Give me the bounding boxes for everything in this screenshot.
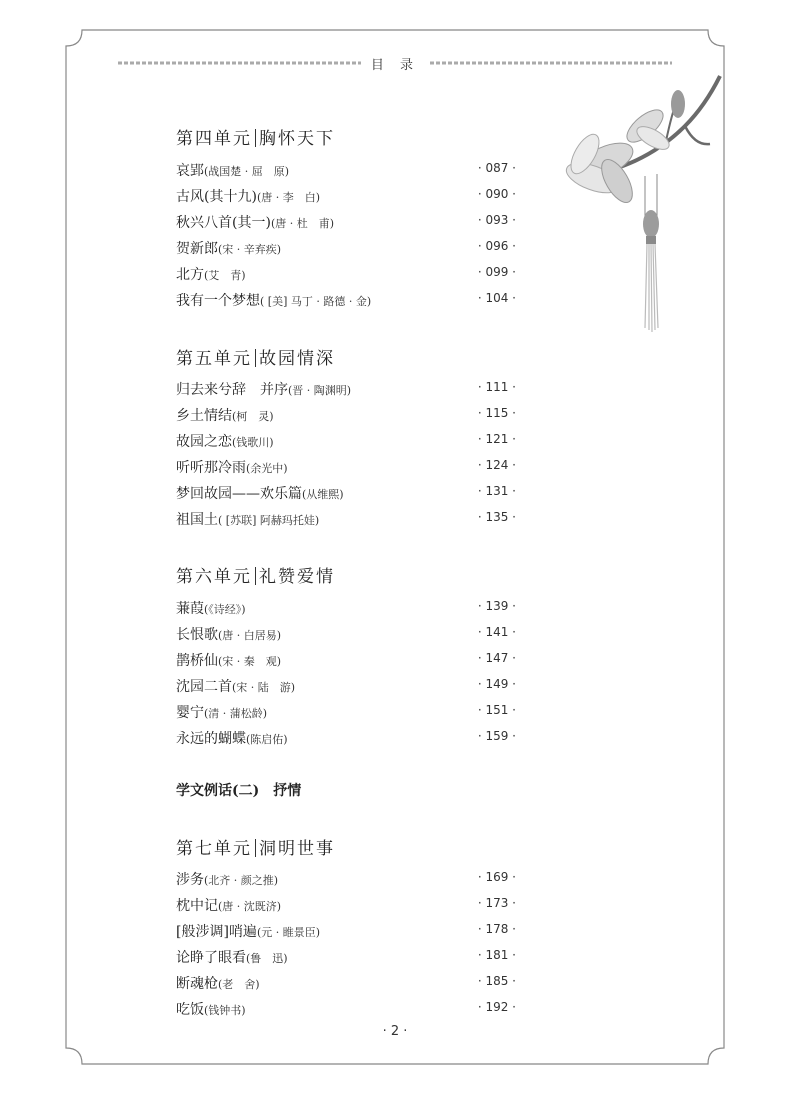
- unit-label: 第四单元: [176, 129, 252, 149]
- entry-title: 北方: [176, 267, 204, 283]
- special-section-topic: 抒情: [273, 783, 302, 799]
- entry-title: 婴宁: [176, 705, 204, 721]
- unit-heading-7: [176, 834, 335, 859]
- toc-entry[interactable]: [176, 405, 516, 427]
- entry-title: 故园之恋: [176, 434, 232, 450]
- entry-page: · 159 ·: [477, 729, 516, 743]
- entry-author: (从维熙): [302, 488, 344, 501]
- entry-page: · 185 ·: [477, 974, 516, 988]
- entry-title: 乡土情结: [176, 408, 232, 424]
- toc-entry[interactable]: [176, 999, 516, 1021]
- entry-author: (唐 · 杜 甫): [270, 217, 335, 230]
- entry-author: (北齐 · 颜之推): [204, 874, 279, 887]
- entry-author: ( [苏联] 阿赫玛托娃): [218, 514, 320, 527]
- entry-title: 枕中记: [176, 898, 218, 914]
- entry-page: · 099 ·: [477, 265, 516, 279]
- entry-author: (宋 · 辛弃疾): [218, 243, 282, 256]
- divider: [255, 567, 256, 585]
- entry-page: · 178 ·: [477, 922, 516, 936]
- entry-page: · 149 ·: [477, 677, 516, 691]
- toc-entry[interactable]: [176, 598, 516, 620]
- entry-page: · 173 ·: [477, 896, 516, 910]
- toc-entry[interactable]: [176, 973, 516, 995]
- entry-page: · 135 ·: [477, 510, 516, 524]
- entry-author: (《诗经》): [204, 603, 246, 616]
- divider: [255, 839, 256, 857]
- entry-author: (唐 · 白居易): [218, 629, 282, 642]
- entry-author: (余光中): [246, 462, 288, 475]
- unit-theme: 胸怀天下: [259, 129, 335, 149]
- entry-page: · 087 ·: [477, 161, 516, 175]
- entry-title: 沈园二首: [176, 679, 232, 695]
- entry-title: 我有一个梦想: [176, 293, 260, 309]
- entry-page: · 115 ·: [477, 406, 516, 420]
- entry-author: (钱钟书): [204, 1004, 246, 1017]
- entry-title: 论睁了眼看: [176, 950, 246, 966]
- entry-title: 吃饭: [176, 1002, 204, 1018]
- toc-entry[interactable]: [176, 238, 516, 260]
- entry-author: ( [美] 马丁 · 路德 · 金): [260, 295, 372, 308]
- entry-title: 听听那冷雨: [176, 460, 246, 476]
- toc-entry[interactable]: [176, 457, 516, 479]
- toc-entry[interactable]: [176, 921, 516, 943]
- entry-title: 长恨歌: [176, 627, 218, 643]
- entry-title: [般涉调]哨遍: [176, 924, 257, 940]
- entry-page: · 147 ·: [477, 651, 516, 665]
- entry-page: · 139 ·: [477, 599, 516, 613]
- toc-entry[interactable]: [176, 160, 516, 182]
- entry-author: (宋 · 陆 游): [232, 681, 296, 694]
- entry-page: · 192 ·: [477, 1000, 516, 1014]
- entry-page: · 096 ·: [477, 239, 516, 253]
- divider: [255, 129, 256, 147]
- entry-author: (元 · 睢景臣): [256, 926, 321, 939]
- entry-title: 涉务: [176, 872, 204, 888]
- toc-entry[interactable]: [176, 676, 516, 698]
- entry-author: (艾 青): [204, 269, 246, 282]
- header-title: 目 录: [361, 58, 429, 73]
- entry-title: 古风(其十九): [176, 189, 257, 205]
- unit-label: 第五单元: [176, 349, 252, 369]
- entry-page: · 169 ·: [477, 870, 516, 884]
- entry-author: (战国楚 · 屈 原): [204, 165, 290, 178]
- toc-entry[interactable]: [176, 212, 516, 234]
- unit-heading-4: [176, 124, 335, 149]
- toc-entry[interactable]: [176, 186, 516, 208]
- entry-title: 永远的蝴蝶: [176, 731, 246, 747]
- unit-label: 第七单元: [176, 839, 252, 859]
- page-number: · 2 ·: [382, 1024, 408, 1039]
- entry-title: 贺新郎: [176, 241, 218, 257]
- entry-page: · 141 ·: [477, 625, 516, 639]
- toc-entry[interactable]: [176, 379, 516, 401]
- magnolia-branch-illustration: [545, 66, 725, 336]
- entry-author: (鲁 迅): [246, 952, 288, 965]
- entry-author: (唐 · 沈既济): [218, 900, 282, 913]
- toc-entry[interactable]: [176, 869, 516, 891]
- entry-page: · 111 ·: [477, 380, 516, 394]
- entry-page: · 104 ·: [477, 291, 516, 305]
- entry-page: · 121 ·: [477, 432, 516, 446]
- toc-entry[interactable]: [176, 702, 516, 724]
- divider: [255, 349, 256, 367]
- entry-title: 断魂枪: [176, 976, 218, 992]
- toc-entry[interactable]: [176, 728, 516, 750]
- toc-entry[interactable]: [176, 290, 516, 312]
- unit-heading-5: [176, 344, 335, 369]
- entry-page: · 090 ·: [477, 187, 516, 201]
- entry-page: · 181 ·: [477, 948, 516, 962]
- toc-entry[interactable]: [176, 650, 516, 672]
- toc-entry[interactable]: [176, 264, 516, 286]
- entry-author: (晋 · 陶渊明): [288, 384, 352, 397]
- toc-entry[interactable]: [176, 947, 516, 969]
- entry-title: 秋兴八首(其一): [176, 215, 271, 231]
- unit-label: 第六单元: [176, 567, 252, 587]
- unit-theme: 礼赞爱情: [259, 567, 335, 587]
- entry-author: (唐 · 李 白): [256, 191, 321, 204]
- toc-entry[interactable]: [176, 509, 516, 531]
- entry-title: 哀郢: [176, 163, 204, 179]
- toc-entry[interactable]: [176, 483, 516, 505]
- toc-entry[interactable]: [176, 624, 516, 646]
- entry-author: (陈启佑): [246, 733, 288, 746]
- unit-theme: 故园情深: [259, 349, 335, 369]
- entry-author: (钱歌川): [232, 436, 274, 449]
- special-section-label: 学文例话(二): [176, 783, 260, 799]
- toc-entry[interactable]: [176, 895, 516, 917]
- entry-author: (老 舍): [218, 978, 260, 991]
- entry-page: · 131 ·: [477, 484, 516, 498]
- entry-page: · 151 ·: [477, 703, 516, 717]
- entry-author: (柯 灵): [232, 410, 274, 423]
- toc-entry[interactable]: [176, 431, 516, 453]
- unit-heading-6: [176, 562, 335, 587]
- entry-title: 梦回故园——欢乐篇: [176, 486, 302, 502]
- special-section-heading[interactable]: [176, 780, 301, 800]
- entry-title: 鹊桥仙: [176, 653, 218, 669]
- entry-author: (宋 · 秦 观): [218, 655, 282, 668]
- entry-title: 祖国土: [176, 512, 218, 528]
- unit-theme: 洞明世事: [259, 839, 335, 859]
- entry-author: (清 · 蒲松龄): [204, 707, 268, 720]
- entry-title: 归去来兮辞 并序: [176, 382, 288, 398]
- entry-title: 蒹葭: [176, 601, 204, 617]
- entry-page: · 124 ·: [477, 458, 516, 472]
- entry-page: · 093 ·: [477, 213, 516, 227]
